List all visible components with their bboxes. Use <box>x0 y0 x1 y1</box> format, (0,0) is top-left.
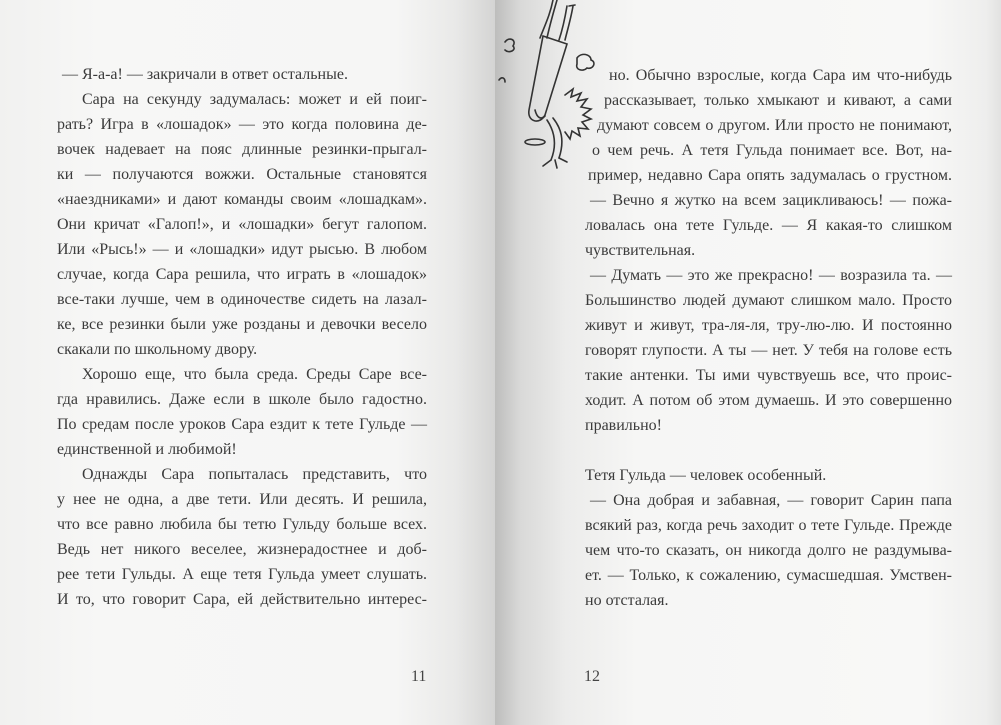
text-line: единственной и любимой! <box>57 441 237 458</box>
text-line: — Думать — это же прекрасно! — возразила та. — <box>590 267 952 284</box>
text-line: но. Обычно взрослые, когда Сара им что-нибудь <box>609 67 952 84</box>
text-line: но отсталая. <box>585 592 669 609</box>
text-line: о чем речь. А тетя Гульда понимает все. Вот, на- <box>592 142 952 159</box>
doodle-flower-illustration-icon <box>495 0 615 190</box>
text-line: у нее не одна, а две тети. Или десять. И решила, <box>57 491 427 508</box>
text-line: случае, когда Сара решила, что играть в «лошадок» <box>57 266 427 283</box>
text-line: Сара на секунду задумалась: может и ей поиг- <box>82 91 427 108</box>
text-line: чем что-то сказать, он никогда долго не раздумыва- <box>585 542 952 559</box>
text-line: всякий раз, когда речь заходит о тете Гульде. Прежде <box>585 517 952 534</box>
text-line: Ведь нет никого веселее, жизнерадостнее и доб- <box>57 541 427 558</box>
text-line: Или «Рысь!» — и «лошадки» идут рысью. В любом <box>57 241 427 258</box>
text-line: — Вечно я жутко на всем зацикливаюсь! — пожа- <box>590 192 952 209</box>
text-line: ет. — Только, к сожалению, сумасшедшая. Умствен- <box>585 567 952 584</box>
text-line: Большинство людей думают слишком мало. Просто <box>585 292 952 309</box>
text-line: Тетя Гульда — человек особенный. <box>585 467 827 484</box>
text-line: все-таки лучше, чем в одиночестве сидеть на лазал- <box>57 291 427 308</box>
text-line: гда нравились. Даже если в школе было гадостно. <box>57 391 427 408</box>
text-line: ходит. А потом об этом думаешь. И это совершенно <box>585 392 952 409</box>
text-line: говорят глупости. А ты — нет. У тебя на голове есть <box>585 342 952 359</box>
text-line: рассказывает, только хмыкают и кивают, а сами <box>604 92 952 109</box>
text-line: — Она добрая и забавная, — говорит Сарин папа <box>590 492 952 509</box>
text-line: живут и живут, тра-ля-ля, тру-лю-лю. И постоянно <box>585 317 952 334</box>
text-line: — Я-а-а! — закричали в ответ остальные. <box>62 66 348 83</box>
text-line: ки — получаются вожжи. Остальные становятся <box>57 166 427 183</box>
text-line: Они кричат «Галоп!», и «лошадки» бегут галопом. <box>57 216 427 233</box>
text-line: Хорошо еще, что была среда. Среды Саре все- <box>82 366 427 383</box>
text-line: И то, что говорит Сара, ей действительно интерес- <box>57 591 427 608</box>
text-line: чувствительная. <box>585 242 696 259</box>
text-line: рать? Игра в «лошадок» — это когда половина де- <box>57 116 427 133</box>
text-line: «наездниками» и дают команды своим «лошадкам». <box>57 191 427 208</box>
text-line: ке, все резинки были уже розданы и девочки весело <box>57 316 427 333</box>
page-number-left: 11 <box>411 668 427 685</box>
text-line: думают совсем о другом. Или просто не понимают, <box>597 117 952 134</box>
text-line: Однажды Сара попыталась представить, что <box>82 466 427 483</box>
text-line: рее тети Гульды. А еще тетя Гульда умеет слушать. <box>57 566 427 583</box>
text-line: такие антенки. Ты ими чувствуешь все, что проис- <box>585 367 952 384</box>
text-line: скакали по школьному двору. <box>57 341 258 358</box>
text-line: По средам после уроков Сара ездит к тете Гульде — <box>57 416 427 433</box>
text-line: ловалась она тете Гульде. — Я какая-то слишком <box>585 217 952 234</box>
text-line: вочек надевает на пояс длинные резинки-прыгал- <box>57 141 427 158</box>
page-number-right: 12 <box>584 668 600 685</box>
text-line: пример, недавно Сара опять задумалась о грустном. <box>588 167 952 184</box>
text-line: что все равно любила бы тетю Гульду больше всех. <box>57 516 427 533</box>
text-line: правильно! <box>585 417 662 434</box>
